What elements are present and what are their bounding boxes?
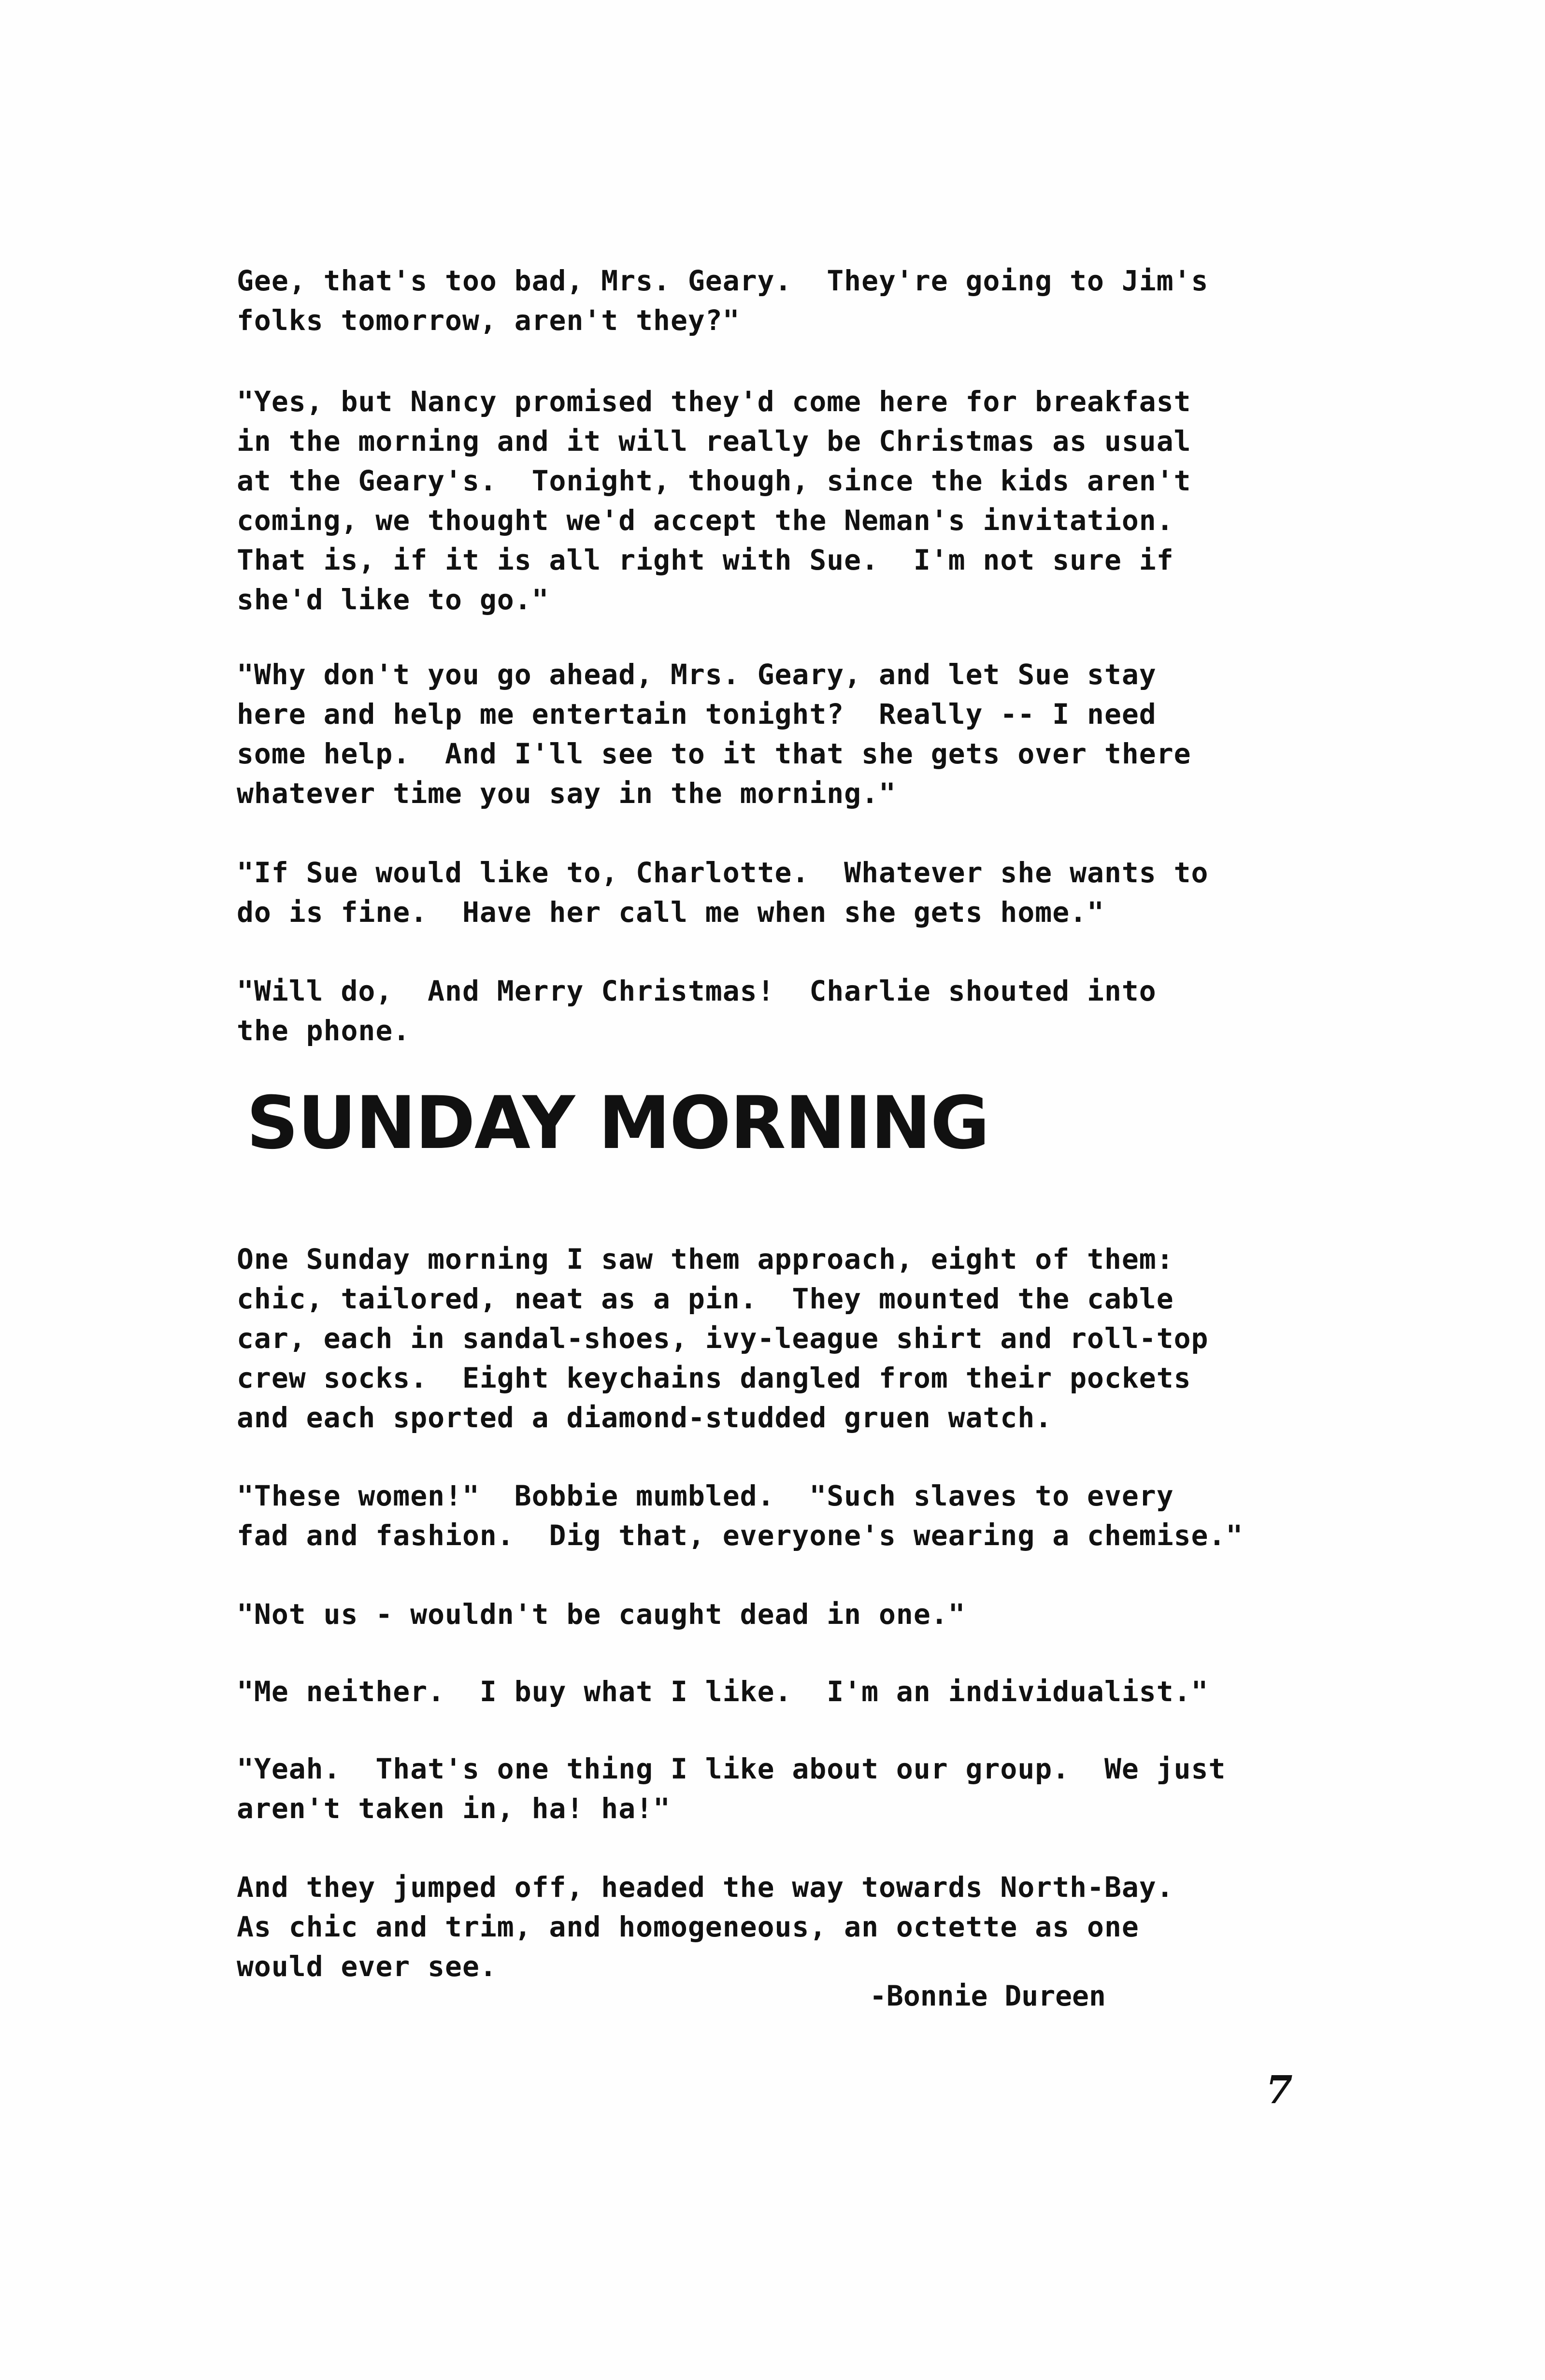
page-number: 7 (1266, 2067, 1293, 2112)
paragraph-and-they: And they jumped off, headed the way towards North-Bay. As chic and trim, and homogeneous, an octette as one would ever see. (237, 1871, 1174, 1983)
paragraph-one-sunday: One Sunday morning I saw them approach, eight of them: chic, tailored, neat as a pin. They mounted the cable car, each in sandal-shoes, ivy-league shirt and roll-top crew socks. Eight keychains dangled from their pockets and each sported a diamond-studded gruen watch. (237, 1243, 1209, 1434)
paragraph-yeah: "Yeah. That's one thing I like about our group. We just aren't taken in, ha! ha!" (237, 1752, 1226, 1825)
paragraph-these-women: "These women!" Bobbie mumbled. "Such slaves to every fad and fashion. Dig that, everyone's wearing a chemise." (237, 1479, 1244, 1552)
author-signature: -Bonnie Dureen (870, 1979, 1106, 2012)
paragraph-gee: Gee, that's too bad, Mrs. Geary. They're going to Jim's folks tomorrow, aren't they?" (237, 264, 1209, 337)
section-heading: SUNDAY MORNING (246, 1081, 989, 1165)
paragraph-will-do: "Will do, And Merry Christmas! Charlie shouted into the phone. (237, 975, 1157, 1047)
paragraph-not-us: "Not us - wouldn't be caught dead in one." (237, 1598, 966, 1631)
paragraph-why: "Why don't you go ahead, Mrs. Geary, and let Sue stay here and help me entertain tonight? Really -- I need some help. And I'll see to it that she gets over there whatever time you say in the morning." (237, 658, 1191, 810)
paragraph-if-sue: "If Sue would like to, Charlotte. Whatever she wants to do is fine. Have her call me when she gets home." (237, 856, 1209, 929)
paragraph-yes: "Yes, but Nancy promised they'd come here for breakfast in the morning and it will really be Christmas as usual at the Geary's. Tonight, though, since the kids aren't coming, we thought we'd accept the Neman's invitation. That is, if it is all right with Sue. I'm not sure if she'd like to go." (237, 385, 1191, 616)
paragraph-me-neither: "Me neither. I buy what I like. I'm an individualist." (237, 1675, 1209, 1708)
